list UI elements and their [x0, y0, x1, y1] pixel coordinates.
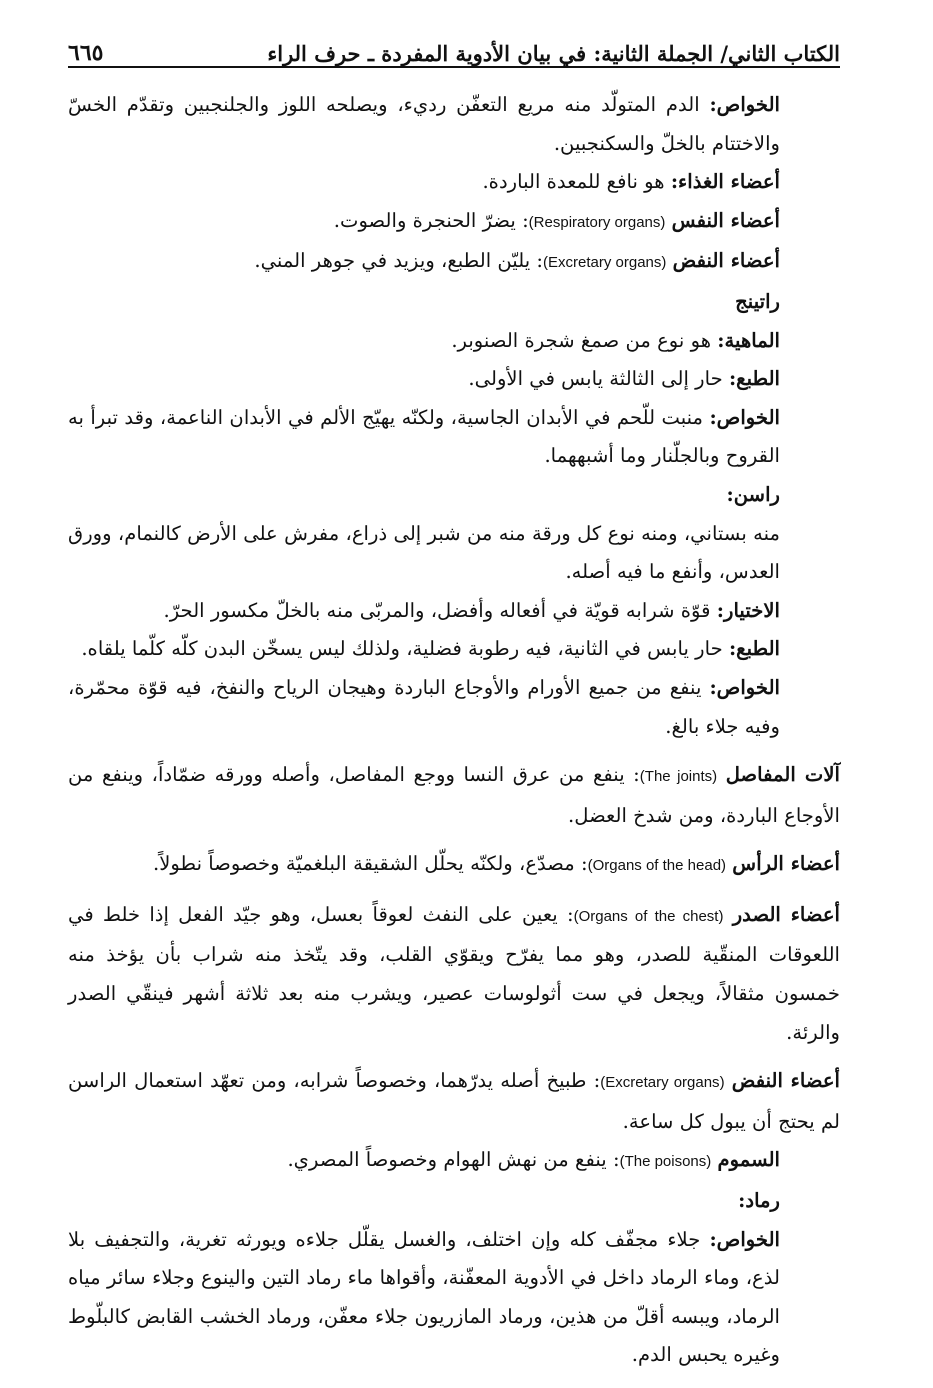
- paragraph: [68, 515, 840, 592]
- entry-term: الاختيار:: [716, 598, 780, 622]
- entry-text: الدم المتولّد منه مريع التعفّن رديء، ويصلحه اللوز والجلنجبين وتقدّم الخسّ والاختتام بالخلّ والسكنجبين.: [68, 93, 780, 155]
- entry-text: هو نافع للمعدة الباردة.: [482, 170, 671, 194]
- entry-text: قوّة شرابه قويّة في أفعاله وأفضل، والمربّى منه بالخلّ مكسور الحرّ.: [163, 598, 717, 622]
- entry-term: الطبع:: [728, 367, 780, 391]
- entry-term: أعضاء الرأس: [732, 852, 840, 876]
- entry-term: الخواص:: [709, 405, 780, 429]
- book-page: [68, 30, 840, 1375]
- entry-text: : مصدّع، ولكنّه يحلّل الشقيقة البلغميّة وخصوصاً نطولاً.: [153, 852, 588, 876]
- paragraph: [68, 1221, 840, 1375]
- english-gloss: (The joints): [639, 768, 718, 786]
- entry-term: آلات المفاصل: [725, 763, 840, 787]
- entry-term: أعضاء الغذاء:: [670, 170, 780, 194]
- paragraph: [68, 1141, 840, 1182]
- entry-text: منه بستاني، ومنه نوع كل ورقة منه من شبر إلى ذراع، مفرش على الأرض كالنمام، وورق العدس، وأنفع ما فيه أصله.: [68, 521, 781, 584]
- entry-term: أعضاء النفض: [672, 249, 780, 273]
- paragraph: [68, 399, 840, 476]
- english-gloss: (Respiratory organs): [528, 213, 666, 231]
- english-gloss: (The poisons): [619, 1153, 712, 1171]
- entry-text: : ينفع من نهش الهوام وخصوصاً المصري.: [287, 1148, 620, 1172]
- paragraph: [68, 756, 840, 835]
- paragraph: [68, 242, 840, 283]
- entry-term: السموم: [717, 1148, 780, 1172]
- page-body: [68, 86, 840, 1375]
- english-gloss: (Excretary organs): [543, 254, 667, 272]
- paragraph: [68, 360, 840, 399]
- entry-text: ينفع من جميع الأورام والأوجاع الباردة وهيجان الرياح والنفخ، فيه قوّة محمّرة، وفيه جلاء بالغ.: [68, 675, 780, 738]
- english-gloss: (Excretary organs): [600, 1074, 725, 1092]
- entry-term: الطبع:: [728, 637, 780, 661]
- entry-text: : ينفع من عرق النسا ووجع المفاصل، وأصله وورقه ضمّاداً، وينفع من الأوجاع الباردة، ومن شدخ العضل.: [68, 763, 840, 827]
- page-number: ٦٦٥: [68, 40, 104, 66]
- entry-text: جلاء مجفّف كله وإن اختلف، والغسل يقلّل جلاءه ويورثه تغرية، والتجفيف بلا لذع، وماء الرماد داخل في الأدوية المعفّنة، وأقواها ماء رماد التين والينوع وجلاء سائر مياه الرماد، ويبسه أقلّ من هذين، ورماد المازريون جلاء معفّن، ورماد الخشب القابض كالبلّوط وغيره يحبس الدم.: [68, 1227, 780, 1367]
- paragraph: [68, 1182, 840, 1221]
- entry-term: أعضاء النفض: [731, 1069, 840, 1093]
- entry-text: : يليّن الطبع، ويزيد في جوهر المني.: [254, 249, 543, 273]
- paragraph: [68, 322, 840, 361]
- paragraph: [68, 845, 840, 886]
- entry-text: : يعين على النفث لعوقاً بعسل، وهو جيّد الفعل إذا خلط في اللعوقات المنقّية للصدر، وهو مما يفرّح ويقوّي القلب، وقد يتّخذ منه شراب بأن يؤخذ منه خمسون مثقالاً، ويجعل في ست أثولوسات عصير، ويشرب منه بعد ثلاثة أشهر فينقّي الصدر والرئة.: [68, 902, 840, 1044]
- entry-text: حار يابس في الثانية، فيه رطوبة فضلية، ولذلك ليس يسخّن البدن كلّه كلّما يلقاه.: [81, 637, 729, 661]
- entry-term: أعضاء النفس: [671, 208, 780, 232]
- paragraph: [68, 592, 840, 631]
- entry-term: راسن:: [726, 482, 780, 506]
- entry-text: حار إلى الثالثة يابس في الأولى.: [468, 367, 729, 391]
- paragraph: [68, 896, 840, 1052]
- entry-term: الخواص:: [709, 675, 780, 699]
- header-title: الكتاب الثاني/ الجملة الثانية: في بيان الأدوية المفردة ـ حرف الراء: [267, 41, 840, 66]
- entry-term: أعضاء الصدر: [732, 902, 840, 926]
- paragraph: [68, 1062, 840, 1141]
- paragraph: [68, 202, 840, 243]
- entry-text: : طبيخ أصله يدرّهما، وخصوصاً شرابه، ومن تعهّد استعمال الراسن لم يحتج أن يبول كل ساعة.: [68, 1069, 840, 1133]
- paragraph: [68, 476, 840, 515]
- english-gloss: (Organs of the chest): [573, 907, 724, 925]
- paragraph: [68, 86, 840, 163]
- entry-term: رماد:: [738, 1189, 780, 1213]
- paragraph: [68, 669, 840, 746]
- entry-text: هو نوع من صمغ شجرة الصنوبر.: [451, 328, 718, 352]
- entry-term: راتينج: [735, 289, 780, 313]
- paragraph: [68, 630, 840, 669]
- entry-text: : يضرّ الحنجرة والصوت.: [333, 208, 529, 232]
- english-gloss: (Organs of the head): [587, 857, 727, 875]
- entry-term: الخواص:: [709, 93, 780, 116]
- paragraph: [68, 283, 840, 322]
- entry-term: الخواص:: [709, 1227, 780, 1251]
- entry-term: الماهية:: [717, 328, 780, 352]
- running-header: [68, 30, 840, 68]
- paragraph: [68, 163, 840, 202]
- entry-text: منبت للّحم في الأبدان الجاسية، ولكنّه يهيّج الألم في الأبدان الناعمة، وقد تبرأ به القروح وبالجلّنار وما أشبههما.: [68, 405, 780, 468]
